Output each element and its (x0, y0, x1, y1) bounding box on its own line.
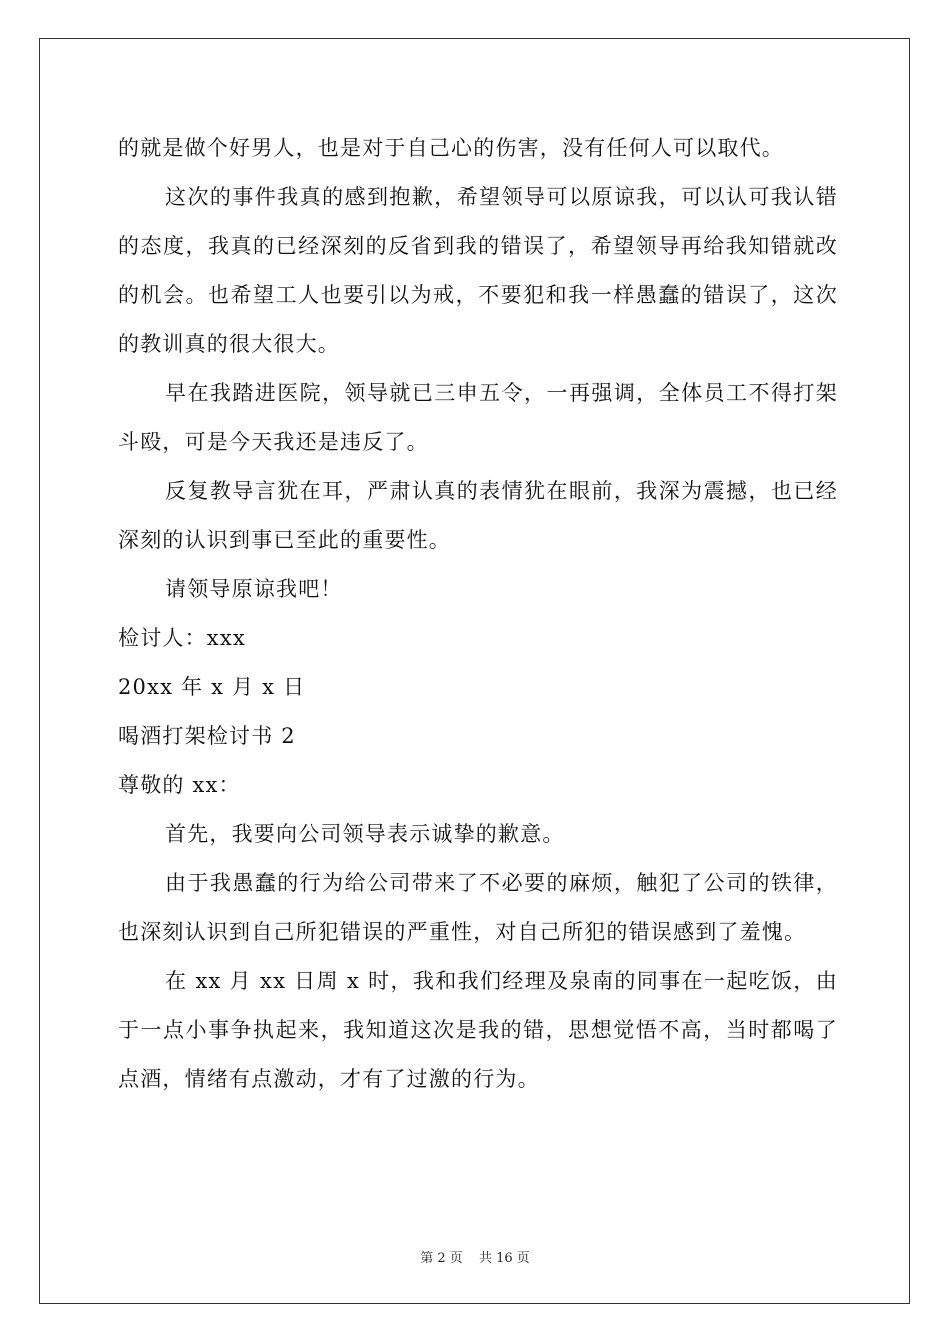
section-title: 喝酒打架检讨书 2 (118, 724, 296, 748)
paragraph: 这次的事件我真的感到抱歉，希望领导可以原谅我，可以认可我认错的态度，我真的已经深刻的反省到我的错误了，希望领导再给我知错就改的机会。也希望工人也要引以为戒，不要犯和我一样愚蠢的错误了，这次的教训真的很大很大。 (118, 185, 838, 356)
date-line: 20xx 年 x 月 x 日 (118, 675, 306, 699)
page-number: 第 2 页 (420, 1251, 463, 1266)
paragraph: 由于我愚蠢的行为给公司带来了不必要的麻烦，触犯了公司的铁律，也深刻认识到自己所犯错误的严重性，对自己所犯的错误感到了羞愧。 (118, 871, 838, 944)
paragraph: 首先，我要向公司领导表示诚挚的歉意。 (165, 822, 565, 846)
paragraph: 早在我踏进医院，领导就已三申五令，一再强调，全体员工不得打架斗殴，可是今天我还是违反了。 (118, 381, 838, 454)
page-total: 共 16 页 (478, 1251, 530, 1266)
paragraph: 反复教导言犹在耳，严肃认真的表情犹在眼前，我深为震撼，也已经深刻的认识到事已至此的重要性。 (118, 479, 838, 552)
salutation: 尊敬的 xx： (118, 773, 241, 797)
paragraph: 在 xx 月 xx 日周 x 时，我和我们经理及泉南的同事在一起吃饭，由于一点小事争执起来，我知道这次是我的错，思想觉悟不高，当时都喝了点酒，情绪有点激动，才有了过激的行为。 (118, 969, 838, 1091)
paragraph: 的就是做个好男人，也是对于自己心的伤害，没有任何人可以取代。 (118, 136, 784, 160)
page-footer (0, 1247, 950, 1266)
document-body (118, 124, 838, 1104)
signature-line: 检讨人：xxx (118, 626, 246, 650)
paragraph: 请领导原谅我吧！ (165, 577, 343, 601)
